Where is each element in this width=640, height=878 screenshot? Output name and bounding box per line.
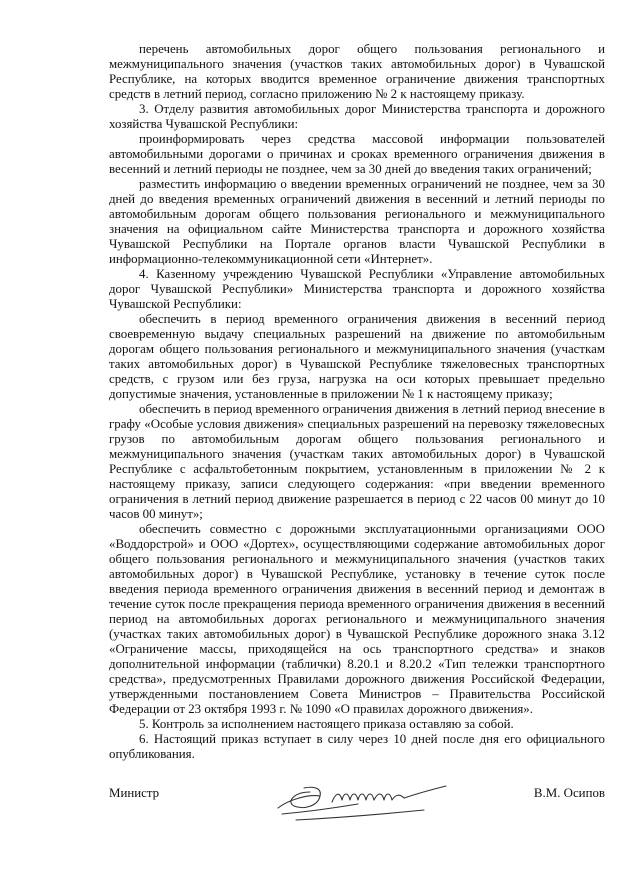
handwritten-signature xyxy=(274,766,474,826)
paragraph-road-signs: обеспечить совместно с дорожными эксплуатационными организациями ООО «Воддорстрой» и ООО «Дортех», осуществляющими содержание автомобильных дорог общего пользования регионального и межмуниципального значения (участков таких автомобильных дорог) в Чувашской Республике, установку в течение суток после введения периода временного ограничения движения в весенний период и демонтаж в течение суток после прекращения периода временного ограничения движения в весенний период на автомобильных дорогах регионального и межмуниципального значения (участках таких автомобильных дорог) в Чувашской Республике дорожного знака 3.12 «Ограничение массы, приходящейся на ось транспортного средства» и знаков дополнительной информации (таблички) 8.20.1 и 8.20.2 «Тип тележки транспортного средства», предусмотренных Правилами дорожного движения Российской Федерации, утвержденными постановлением Совета Министров – Правительства Российской Федерации от 23 октября 1993 г. № 1090 «О правилах дорожного движения». xyxy=(109,522,605,716)
paragraph-item-6: 6. Настоящий приказ вступает в силу через 10 дней после дня его официального опубликования. xyxy=(109,732,605,761)
paragraph-summer-permits: обеспечить в период временного ограничения движения в летний период внесение в графу «Особые условия движения» специальных разрешений на перевозку тяжеловесных грузов по автомобильным дорогам общего пользования регионального и межмуниципального значения (участкам таких автомобильных дорог) в Чувашской Республике с асфальтобетонным покрытием, установленным в приложении № 2 к настоящему приказу, записи следующего содержания: «при введении временного ограничения в летний период движение разрешается в период с 22 часов 00 минут до 10 часов 00 минут»; xyxy=(109,402,605,521)
paragraph-inform-media: проинформировать через средства массовой информации пользователей автомобильными дорогами о причинах и сроках временного ограничения движения в весенний и летний периоды не позднее, чем за 30 дней до введения таких ограничений; xyxy=(109,132,605,176)
signatory-name: В.М. Осипов xyxy=(533,786,605,800)
paragraph-item-3: 3. Отделу развития автомобильных дорог Министерства транспорта и дорожного хозяйства Чувашской Республики: xyxy=(109,102,605,131)
signature-block xyxy=(109,766,605,836)
paragraph-publish-info: разместить информацию о введении временных ограничений не позднее, чем за 30 дней до введения временных ограничений движения в весенний и летний периоды по автомобильным дорогам общего пользования регионального и межмуниципального значения на официальном сайте Министерства транспорта и дорожного хозяйства Чувашской Республики на Портале органов власти Чувашской Республики в информационно-телекоммуникационной сети «Интернет». xyxy=(109,177,605,266)
paragraph-item-5: 5. Контроль за исполнением настоящего приказа оставляю за собой. xyxy=(139,717,514,731)
document-body xyxy=(109,42,605,762)
paragraph-item-4: 4. Казенному учреждению Чувашской Республики «Управление автомобильных дорог Чувашской Республики» Министерства транспорта и дорожного хозяйства Чувашской Республики: xyxy=(109,267,605,311)
paragraph-spring-permits: обеспечить в период временного ограничения движения в весенний период своевременную выдачу специальных разрешений на движение по автомобильным дорогам общего пользования регионального и межмуниципального значения (участкам таких автомобильных дорог) в Чувашской Республике тяжеловесных транспортных средств, с грузом или без груза, нагрузка на оси которых превышает предельно допустимые значения, установленные в приложении № 1 к настоящему приказу; xyxy=(109,312,605,401)
paragraph-road-list: перечень автомобильных дорог общего пользования регионального и межмуниципального значения (участков таких автомобильных дорог) в Чувашской Республике, на которых вводится временное ограничение движения транспортных средств в летний период, согласно приложению № 2 к настоящему приказу. xyxy=(109,42,605,101)
signatory-title: Министр xyxy=(109,786,160,800)
